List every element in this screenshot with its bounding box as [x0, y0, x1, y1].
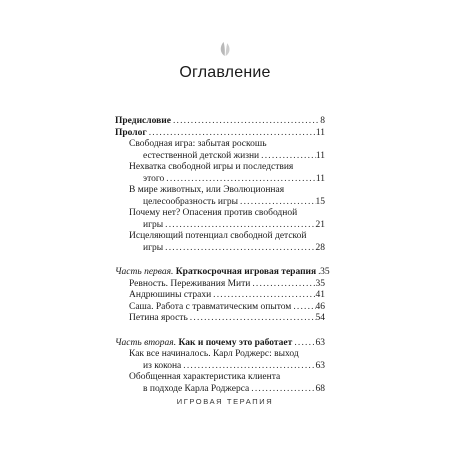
running-footer: ИГРОВАЯ ТЕРАПИЯ [176, 397, 274, 406]
table-of-contents [115, 116, 330, 395]
toc-entry[interactable]: Саша. Работа с травматическим опытом ..... 46 [115, 302, 325, 314]
toc-entry[interactable]: Андрюшины страхи ..... 41 [115, 290, 325, 302]
dot-leader [259, 151, 316, 163]
toc-part-one[interactable] [115, 267, 330, 279]
toc-entry[interactable]: Нехватка свободной игры и последствия этого ..... 11 [115, 162, 325, 185]
toc-entry[interactable]: Свободная игра: забытая роскошь естественной детской жизни ..... 11 [115, 139, 325, 162]
toc-entry-prologue[interactable]: Пролог ..... 11 [115, 128, 325, 140]
dot-leader [163, 220, 315, 232]
toc-entry[interactable]: В мире животных, или Эволюционная целесообразность игры ..... 15 [115, 185, 325, 208]
toc-entry[interactable]: Ревность. Переживания Мити ..... 35 [115, 279, 325, 291]
dot-leader [250, 279, 315, 291]
page-number: 8 [320, 116, 325, 126]
toc-entry-preface[interactable]: Предисловие ..... 8 [115, 116, 325, 128]
toc-entry[interactable]: Исцеляющий потенциал свободной детской игры ..... 28 [115, 231, 325, 254]
page-number: 28 [315, 242, 325, 253]
dot-leader [163, 243, 315, 255]
toc-entry[interactable]: Как все начиналось. Карл Роджерс: выход из кокона ..... 63 [115, 349, 325, 372]
dot-leader [249, 384, 315, 396]
dot-leader [171, 116, 320, 128]
page-number: 11 [315, 127, 325, 138]
page-number: 63 [315, 337, 325, 348]
toc-entry[interactable]: Обобщенная характеристика клиента в подходе Карла Роджерса ..... 68 [115, 372, 325, 395]
dot-leader [188, 313, 316, 325]
dot-leader [238, 197, 315, 209]
dot-leader [292, 338, 315, 350]
toc-entry[interactable]: Почему нет? Опасения против свободной игры ..... 21 [115, 208, 325, 231]
page-number: 41 [315, 290, 325, 300]
page-number: 15 [315, 196, 325, 207]
page-number: 35 [320, 267, 330, 277]
page-title: Оглавление [179, 64, 271, 81]
page-number: 11 [315, 150, 325, 161]
toc-part-two[interactable] [115, 338, 325, 350]
dot-leader [164, 174, 316, 186]
page-number: 68 [315, 383, 325, 394]
leaf-icon [216, 40, 234, 58]
page-number: 46 [315, 301, 325, 312]
part-title: Краткосрочная игровая терапия [175, 267, 317, 277]
page-number: 35 [315, 278, 325, 289]
page-number: 21 [315, 219, 325, 230]
part-title: Как и почему это работает [178, 337, 293, 348]
dot-leader [181, 361, 315, 373]
dot-leader [211, 290, 315, 302]
page-number: 11 [315, 173, 325, 184]
part-label: Часть первая. [115, 267, 174, 277]
page-number: 63 [315, 360, 325, 371]
dot-leader [291, 302, 315, 314]
dot-leader [147, 128, 316, 140]
toc-entry[interactable]: Петина ярость ..... 54 [115, 313, 325, 325]
part-label: Часть вторая. [115, 337, 177, 348]
page-number: 54 [315, 313, 325, 323]
